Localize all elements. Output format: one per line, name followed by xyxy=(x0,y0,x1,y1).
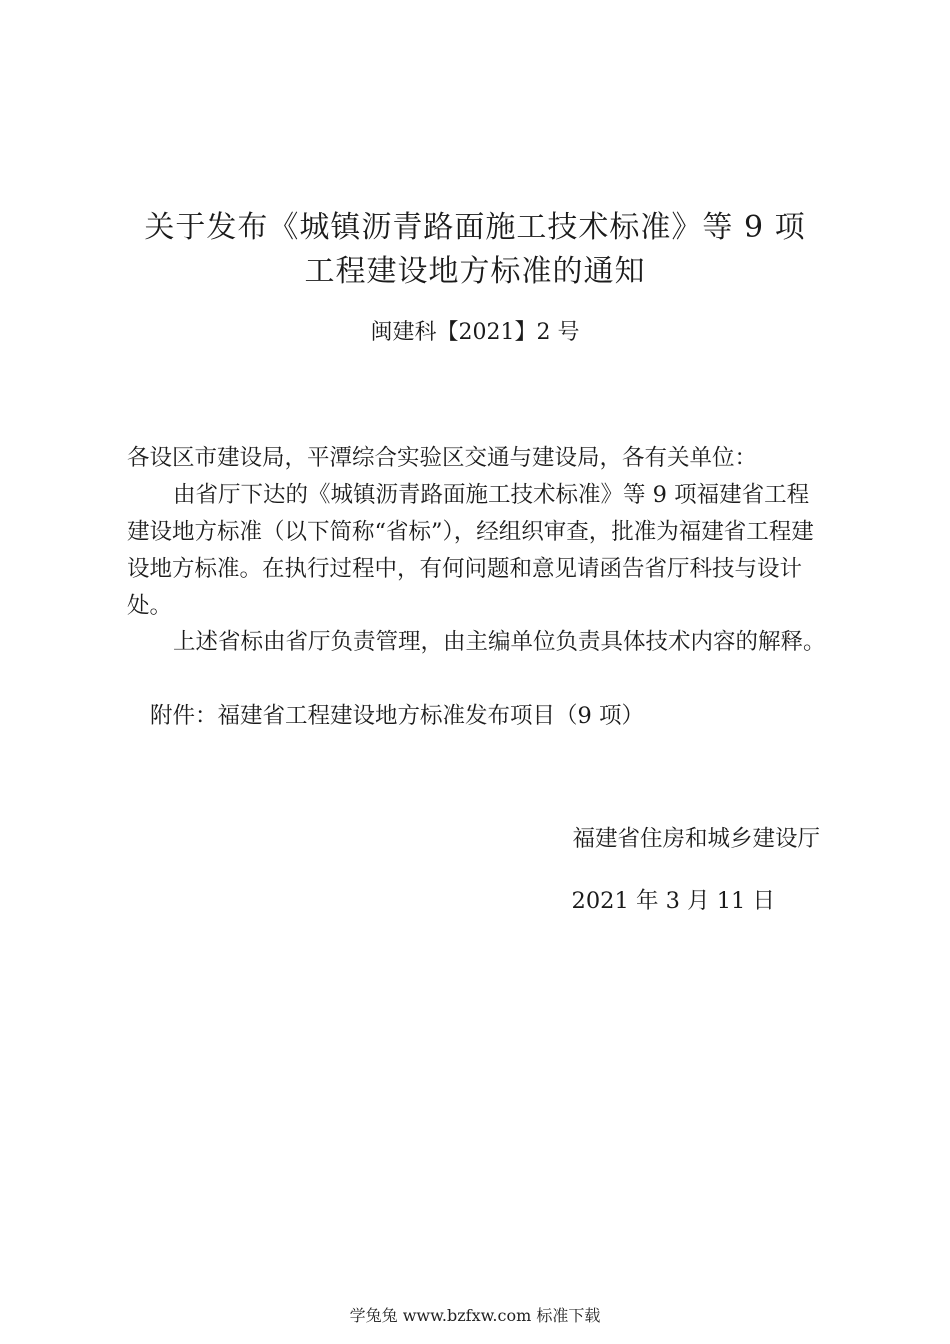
attachment-line: 附件：福建省工程建设地方标准发布项目（9 项） xyxy=(150,703,644,729)
body-paragraph-1: 由省厅下达的《城镇沥青路面施工技术标准》等 9 项福建省工程建设地方标准（以下简称“省标”），经组织审查，批准为福建省工程建设地方标准。在执行过程中，有何问题和意见请函告省厅科技与设计处。 xyxy=(127,482,814,619)
issuer-signature: 福建省住房和城乡建设厅 xyxy=(572,826,820,852)
document-title-line-2: 工程建设地方标准的通知 xyxy=(304,254,646,289)
document-number: 闽建科【2021】2 号 xyxy=(370,320,580,345)
document-title-line-1: 关于发布《城镇沥青路面施工技术标准》等 9 项 xyxy=(144,210,806,245)
body-paragraph-2: 上述省标由省厅负责管理，由主编单位负责具体技术内容的解释。 xyxy=(173,629,826,655)
salutation: 各设区市建设局，平潭综合实验区交通与建设局，各有关单位： xyxy=(127,445,758,471)
footer-watermark-link[interactable]: 学兔兔 www.bzfxw.com 标准下载 xyxy=(349,1306,601,1325)
issue-date: 2021 年 3 月 11 日 xyxy=(571,888,775,914)
